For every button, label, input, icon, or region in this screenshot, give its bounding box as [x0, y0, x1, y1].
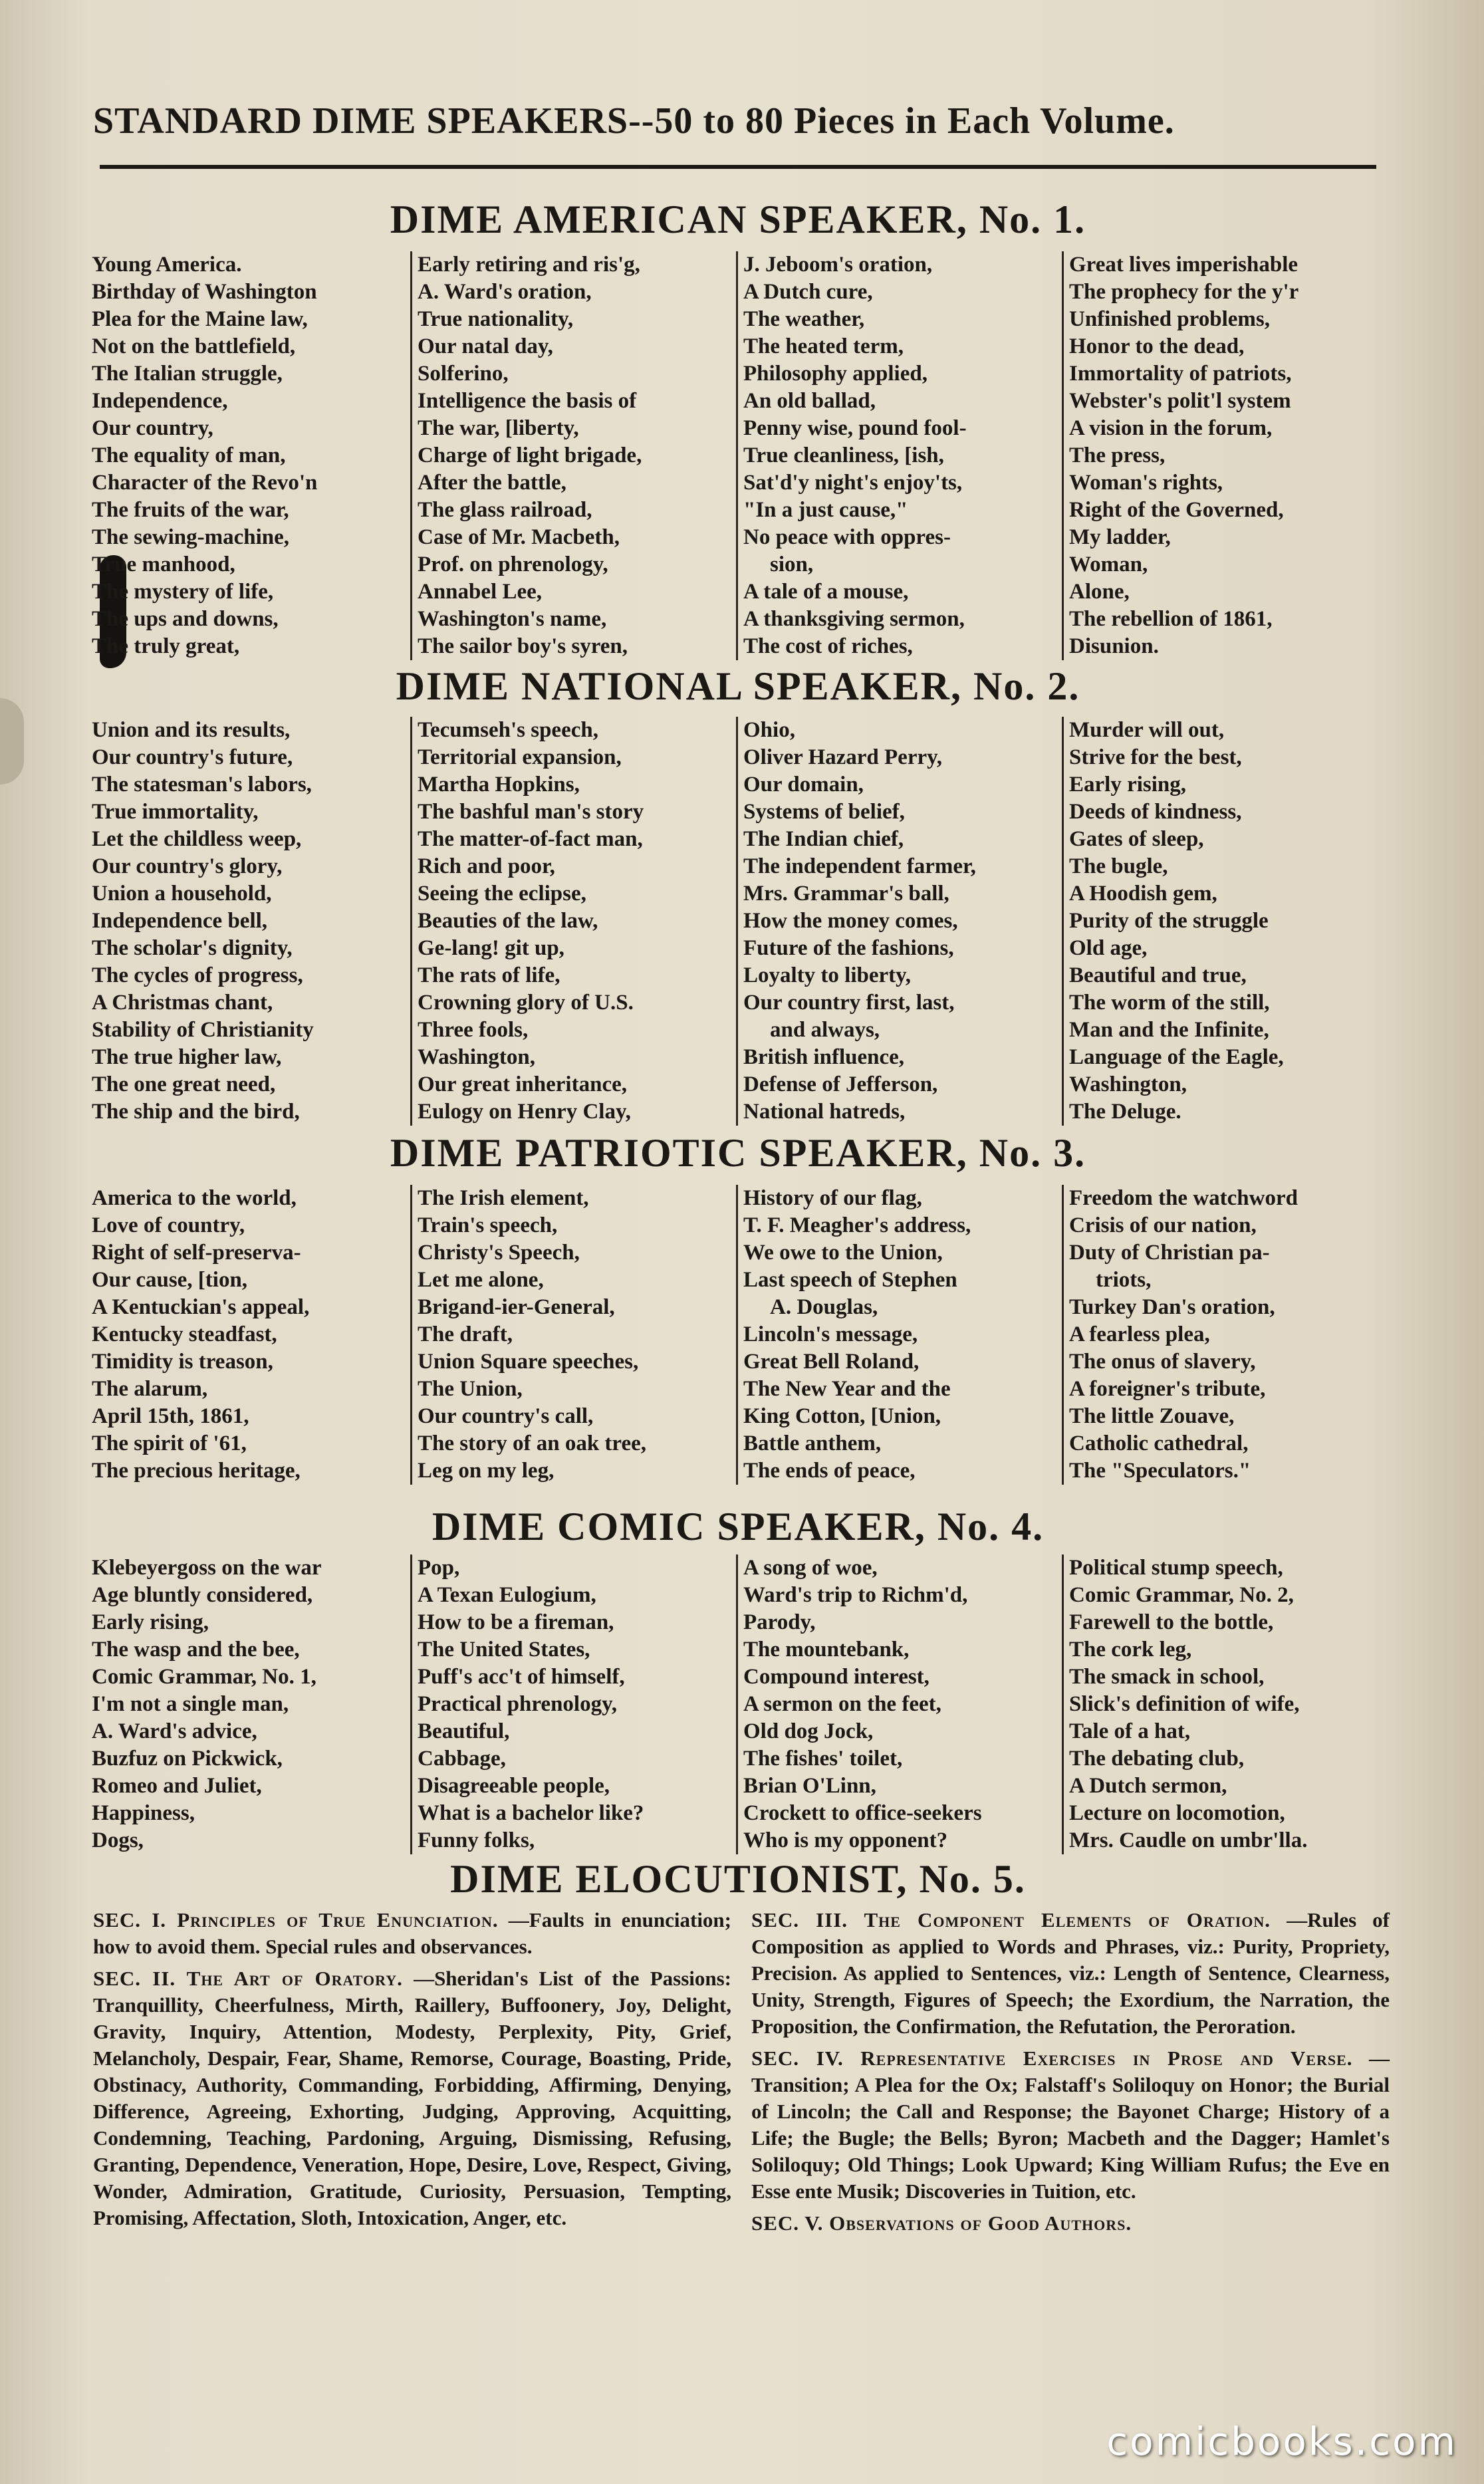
speech-title: Beautiful, [418, 1719, 510, 1743]
speech-title: The rebellion of 1861, [1069, 607, 1273, 631]
speech-title: Solferino, [418, 362, 509, 386]
speech-title: Honor to the dead, [1069, 334, 1245, 358]
speech-title: Age bluntly considered, [92, 1583, 313, 1607]
speech-title: Farewell to the bottle, [1069, 1610, 1274, 1634]
column [412, 251, 738, 660]
speech-title: Martha Hopkins, [418, 773, 580, 797]
speech-title: Let me alone, [418, 1268, 544, 1292]
speech-title: The smack in school, [1069, 1665, 1265, 1689]
speech-title: "In a just cause," [743, 498, 908, 522]
speech-title: A Kentuckian's appeal, [92, 1295, 310, 1319]
speech-title: Purity of the struggle [1069, 909, 1269, 933]
top-rule [100, 165, 1376, 169]
column [738, 717, 1064, 1126]
section-columns-patriotic [86, 1185, 1390, 1485]
speech-title: The ends of peace, [743, 1459, 916, 1483]
speech-title: Intelligence the basis of [418, 389, 637, 413]
speech-title: Our natal day, [418, 334, 553, 358]
speech-title: The Italian struggle, [92, 362, 283, 386]
elocutionist-columns [93, 1907, 1390, 2439]
speech-title: The fishes' toilet, [743, 1747, 903, 1771]
speech-title: Stability of Christianity [92, 1018, 314, 1042]
speech-title: J. Jeboom's oration, [743, 253, 933, 277]
speech-title: Disunion. [1069, 634, 1159, 658]
speech-title: The prophecy for the y'r [1069, 280, 1299, 304]
speech-title: Future of the fashions, [743, 936, 954, 960]
speech-title: Our country first, last, [743, 991, 955, 1015]
speech-title: The mystery of life, [92, 580, 274, 604]
speech-title: Beauties of the law, [418, 909, 598, 933]
column [1064, 1554, 1390, 1854]
speech-title: The independent farmer, [743, 854, 976, 878]
speech-title: Webster's polit'l system [1069, 389, 1291, 413]
speech-title: The glass railroad, [418, 498, 592, 522]
speech-title: Three fools, [418, 1018, 529, 1042]
speech-title: Charge of light brigade, [418, 443, 642, 467]
speech-title: A vision in the forum, [1069, 416, 1273, 440]
speech-title: Washington's name, [418, 607, 607, 631]
speech-title: The war, [liberty, [418, 416, 579, 440]
section-columns-comic [86, 1554, 1390, 1854]
speech-title: Penny wise, pound fool- [743, 416, 967, 440]
speech-title: Great lives imperishable [1069, 253, 1298, 277]
speech-title: How the money comes, [743, 909, 958, 933]
speech-title: Klebeyergoss on the war [92, 1556, 322, 1580]
speech-title: King Cotton, [Union, [743, 1404, 941, 1428]
speech-title: The rats of life, [418, 963, 560, 987]
speech-title: Right of self-preserva- [92, 1241, 301, 1265]
speech-title: National hatreds, [743, 1100, 906, 1124]
sec-label: SEC. IV. Representative Exercises in Prose and Verse. [751, 2047, 1353, 2070]
speech-title: Early rising, [92, 1610, 209, 1634]
speech-title: The fruits of the war, [92, 498, 289, 522]
speech-title: The onus of slavery, [1069, 1350, 1256, 1374]
speech-title: Duty of Christian pa- [1069, 1241, 1270, 1265]
speech-title: A Texan Eulogium, [418, 1583, 596, 1607]
watermark: comicbooks.com [1106, 2419, 1457, 2464]
elocutionist-left-column [93, 1907, 731, 2439]
speech-title: Who is my opponent? [743, 1828, 948, 1852]
speech-title: and always, [770, 1018, 880, 1042]
speech-title: Freedom the watchword [1069, 1186, 1298, 1210]
speech-title: Old age, [1069, 936, 1148, 960]
speech-title: Compound interest, [743, 1665, 929, 1689]
speech-title: I'm not a single man, [92, 1692, 289, 1716]
speech-title: A song of woe, [743, 1556, 878, 1580]
speech-title: April 15th, 1861, [92, 1404, 249, 1428]
speech-title: Our country's glory, [92, 854, 283, 878]
speech-title: The spirit of '61, [92, 1431, 247, 1455]
speech-title: Defense of Jefferson, [743, 1072, 938, 1096]
speech-title: Case of Mr. Macbeth, [418, 525, 620, 549]
speech-title: Train's speech, [418, 1213, 558, 1237]
sec-paragraph [751, 2210, 1390, 2237]
speech-title: Brigand-ier-General, [418, 1295, 615, 1319]
speech-title: Last speech of Stephen [743, 1268, 957, 1292]
speech-title: Our country's future, [92, 745, 293, 769]
speech-title: Happiness, [92, 1801, 195, 1825]
speech-title: sion, [770, 553, 814, 576]
speech-title: Ward's trip to Richm'd, [743, 1583, 968, 1607]
speech-title: Let the childless weep, [92, 827, 302, 851]
speech-title: Loyalty to liberty, [743, 963, 912, 987]
sec-label: SEC. I. Principles of True Enunciation. [93, 1908, 499, 1931]
speech-title: The debating club, [1069, 1747, 1245, 1771]
speech-title: Leg on my leg, [418, 1459, 555, 1483]
speech-title: A Christmas chant, [92, 991, 273, 1015]
speech-title: The cost of riches, [743, 634, 913, 658]
section-title-comic: DIME COMIC SPEAKER, No. 4. [432, 1505, 1045, 1549]
speech-title: Our cause, [tion, [92, 1268, 248, 1292]
sec-text: —Faults in enunciation; how to avoid them. Special rules and observances. [93, 1908, 732, 1958]
speech-title: Lincoln's message, [743, 1322, 918, 1346]
speech-title: The precious heritage, [92, 1459, 301, 1483]
speech-title: A. Douglas, [770, 1295, 878, 1319]
speech-title: Union Square speeches, [418, 1350, 639, 1374]
speech-title: Tale of a hat, [1069, 1719, 1191, 1743]
speech-title: Beautiful and true, [1069, 963, 1247, 987]
speech-title: A thanksgiving sermon, [743, 607, 965, 631]
speech-title: The bashful man's story [418, 800, 644, 824]
sec-text: —Sheridan's List of the Passions: Tranquillity, Cheerfulness, Mirth, Raillery, Buffoonery, Joy, Delight, Gravity, Inquiry, Attention, Modesty, Perplexity, Pity, Grief, Melancholy, Despair, Fear, Shame, Remorse, Courage, Boasting, Pride, Obstinacy, Authority, Commanding, Forbidding, Affirming, Denying, Difference, Agreeing, Exhorting, Judging, Approving, Acquitting, Condemning, Teaching, Pardoning, Arguing, Dismissing, Refusing, Granting, Dependence, Veneration, Hope, Desire, Love, Respect, Giving, Wonder, Admiration, Gratitude, Curiosity, Persuasion, Tempting, Promising, Affectation, Sloth, Intoxication, Anger, etc. [93, 1967, 731, 2229]
speech-title: Comic Grammar, No. 2, [1069, 1583, 1294, 1607]
speech-title: Turkey Dan's oration, [1069, 1295, 1275, 1319]
section-title-american: DIME AMERICAN SPEAKER, No. 1. [390, 197, 1086, 241]
speech-title: Systems of belief, [743, 800, 905, 824]
column [412, 1554, 738, 1854]
speech-title: Prof. on phrenology, [418, 553, 608, 576]
speech-title: The bugle, [1069, 854, 1168, 878]
speech-title: Character of the Revo'n [92, 471, 318, 495]
speech-title: Timidity is treason, [92, 1350, 273, 1374]
speech-title: The little Zouave, [1069, 1404, 1235, 1428]
speech-title: Kentucky steadfast, [92, 1322, 277, 1346]
section-columns-american [86, 251, 1390, 660]
speech-title: The Indian chief, [743, 827, 904, 851]
speech-title: The scholar's dignity, [92, 936, 293, 960]
speech-title: Seeing the eclipse, [418, 882, 586, 906]
speech-title: Independence bell, [92, 909, 268, 933]
column [738, 1185, 1064, 1485]
speech-title: Lecture on locomotion, [1069, 1801, 1285, 1825]
speech-title: Cabbage, [418, 1747, 506, 1771]
speech-title: The statesman's labors, [92, 773, 312, 797]
speech-title: A fearless plea, [1069, 1322, 1210, 1346]
speech-title: After the battle, [418, 471, 566, 495]
column [412, 1185, 738, 1485]
speech-title: The press, [1069, 443, 1166, 467]
speech-title: Right of the Governed, [1069, 498, 1284, 522]
speech-title: The Deluge. [1069, 1100, 1181, 1124]
sec-paragraph [751, 2045, 1390, 2205]
speech-title: A Hoodish gem, [1069, 882, 1217, 906]
speech-title: Washington, [1069, 1072, 1187, 1096]
sec-label: SEC. II. The Art of Oratory. [93, 1967, 403, 1990]
speech-title: Sat'd'y night's enjoy'ts, [743, 471, 963, 495]
speech-title: Comic Grammar, No. 1, [92, 1665, 316, 1689]
sec-paragraph [93, 1965, 731, 2231]
speech-title: Our domain, [743, 773, 864, 797]
speech-title: T. F. Meagher's address, [743, 1213, 971, 1237]
speech-title: A. Ward's oration, [418, 280, 592, 304]
speech-title: Woman, [1069, 553, 1148, 576]
speech-title: The New Year and the [743, 1377, 951, 1401]
speech-title: The mountebank, [743, 1638, 910, 1662]
speech-title: The matter-of-fact man, [418, 827, 643, 851]
speech-title: Mrs. Grammar's ball, [743, 882, 949, 906]
sec-label: SEC. V. Observations of Good Authors. [751, 2211, 1132, 2235]
section-title-elocutionist: DIME ELOCUTIONIST, No. 5. [450, 1857, 1026, 1901]
speech-title: Funny folks, [418, 1828, 535, 1852]
speech-title: Language of the Eagle, [1069, 1045, 1284, 1069]
speech-title: Mrs. Caudle on umbr'lla. [1069, 1828, 1308, 1852]
speech-title: Washington, [418, 1045, 535, 1069]
speech-title: Union a household, [92, 882, 272, 906]
speech-title: Not on the battlefield, [92, 334, 296, 358]
speech-title: Early retiring and ris'g, [418, 253, 640, 277]
column [1064, 1185, 1390, 1485]
section-title-patriotic: DIME PATRIOTIC SPEAKER, No. 3. [390, 1131, 1086, 1175]
speech-title: We owe to the Union, [743, 1241, 943, 1265]
speech-title: Union and its results, [92, 718, 291, 742]
speech-title: Romeo and Juliet, [92, 1774, 262, 1798]
elocutionist-right-column [751, 1907, 1390, 2439]
running-head: STANDARD DIME SPEAKERS--50 to 80 Pieces in Each Volume. [93, 100, 1175, 142]
speech-title: Young America. [92, 253, 242, 277]
section-columns-national [86, 717, 1390, 1126]
speech-title: The one great need, [92, 1072, 276, 1096]
speech-title: The Irish element, [418, 1186, 589, 1210]
speech-title: Oliver Hazard Perry, [743, 745, 943, 769]
speech-title: The true higher law, [92, 1045, 282, 1069]
sec-paragraph [751, 1907, 1390, 2040]
section-title-national: DIME NATIONAL SPEAKER, No. 2. [396, 664, 1080, 708]
speech-title: Early rising, [1069, 773, 1187, 797]
speech-title: Woman's rights, [1069, 471, 1223, 495]
speech-title: Birthday of Washington [92, 280, 317, 304]
speech-title: Parody, [743, 1610, 816, 1634]
speech-title: Man and the Infinite, [1069, 1018, 1269, 1042]
speech-title: Political stump speech, [1069, 1556, 1283, 1580]
speech-title: The truly great, [92, 634, 240, 658]
speech-title: The ups and downs, [92, 607, 279, 631]
speech-title: What is a bachelor like? [418, 1801, 644, 1825]
speech-title: Slick's definition of wife, [1069, 1692, 1300, 1716]
speech-title: Annabel Lee, [418, 580, 543, 604]
speech-title: Our country, [92, 416, 213, 440]
speech-title: Territorial expansion, [418, 745, 622, 769]
speech-title: Catholic cathedral, [1069, 1431, 1249, 1455]
speech-title: The cycles of progress, [92, 963, 303, 987]
speech-title: A Dutch sermon, [1069, 1774, 1227, 1798]
speech-title: No peace with oppres- [743, 525, 951, 549]
column [86, 251, 412, 660]
speech-title: The alarum, [92, 1377, 208, 1401]
speech-title: A. Ward's advice, [92, 1719, 257, 1743]
speech-title: Murder will out, [1069, 718, 1225, 742]
speech-title: Old dog Jock, [743, 1719, 874, 1743]
speech-title: triots, [1096, 1268, 1152, 1292]
column [1064, 717, 1390, 1126]
speech-title: A foreigner's tribute, [1069, 1377, 1266, 1401]
speech-title: The "Speculators." [1069, 1459, 1251, 1483]
speech-title: Practical phrenology, [418, 1692, 618, 1716]
speech-title: Love of country, [92, 1213, 245, 1237]
column [738, 1554, 1064, 1854]
speech-title: America to the world, [92, 1186, 297, 1210]
speech-title: Crisis of our nation, [1069, 1213, 1257, 1237]
speech-title: The cork leg, [1069, 1638, 1192, 1662]
speech-title: Brian O'Linn, [743, 1774, 876, 1798]
speech-title: Gates of sleep, [1069, 827, 1204, 851]
speech-title: A tale of a mouse, [743, 580, 909, 604]
speech-title: Our great inheritance, [418, 1072, 627, 1096]
speech-title: The wasp and the bee, [92, 1638, 300, 1662]
speech-title: Buzfuz on Pickwick, [92, 1747, 283, 1771]
speech-title: The weather, [743, 307, 865, 331]
column [86, 1554, 412, 1854]
speech-title: Immortality of patriots, [1069, 362, 1292, 386]
sec-paragraph [93, 1907, 731, 1960]
speech-title: Alone, [1069, 580, 1130, 604]
speech-title: A Dutch cure, [743, 280, 873, 304]
speech-title: Puff's acc't of himself, [418, 1665, 625, 1689]
speech-title: True immortality, [92, 800, 259, 824]
speech-title: Disagreeable people, [418, 1774, 610, 1798]
column [1064, 251, 1390, 660]
speech-title: The story of an oak tree, [418, 1431, 647, 1455]
speech-title: Pop, [418, 1556, 460, 1580]
speech-title: An old ballad, [743, 389, 876, 413]
speech-title: The United States, [418, 1638, 590, 1662]
speech-title: Our country's call, [418, 1404, 594, 1428]
speech-title: The Union, [418, 1377, 523, 1401]
speech-title: The sewing-machine, [92, 525, 289, 549]
speech-title: British influence, [743, 1045, 905, 1069]
speech-title: Ge-lang! git up, [418, 936, 564, 960]
speech-title: The ship and the bird, [92, 1100, 300, 1124]
speech-title: Plea for the Maine law, [92, 307, 308, 331]
speech-title: Deeds of kindness, [1069, 800, 1242, 824]
sec-text: —Rules of Composition as applied to Words and Phrases, viz.: Purity, Propriety, Precision. As applied to Sentences, viz.: Length of Sentence, Clearness, Unity, Strength, Figures of Speech; the Exordium, the Narration, the Proposition, the Confirmation, the Refutation, the Peroration. [751, 1908, 1390, 2038]
speech-title: Crockett to office-seekers [743, 1801, 982, 1825]
speech-title: Unfinished problems, [1069, 307, 1270, 331]
speech-title: Eulogy on Henry Clay, [418, 1100, 631, 1124]
speech-title: History of our flag, [743, 1186, 922, 1210]
speech-title: Crowning glory of U.S. [418, 991, 634, 1015]
column [86, 717, 412, 1126]
speech-title: Dogs, [92, 1828, 144, 1852]
speech-title: True cleanliness, [ish, [743, 443, 944, 467]
speech-title: The draft, [418, 1322, 513, 1346]
speech-title: How to be a fireman, [418, 1610, 614, 1634]
speech-title: Christy's Speech, [418, 1241, 580, 1265]
page-tear [0, 698, 24, 785]
speech-title: Philosophy applied, [743, 362, 928, 386]
speech-title: Rich and poor, [418, 854, 555, 878]
column [738, 251, 1064, 660]
speech-title: Ohio, [743, 718, 795, 742]
speech-title: Great Bell Roland, [743, 1350, 920, 1374]
speech-title: The sailor boy's syren, [418, 634, 628, 658]
speech-title: Strive for the best, [1069, 745, 1242, 769]
speech-title: True manhood, [92, 553, 235, 576]
speech-title: The heated term, [743, 334, 904, 358]
column [412, 717, 738, 1126]
speech-title: The worm of the still, [1069, 991, 1270, 1015]
sec-text: —Transition; A Plea for the Ox; Falstaff's Soliloquy on Honor; the Burial of Lincoln; the Call and Response; the Bayonet Charge; History of a Life; the Bugle; the Bells; Byron; Macbeth and the Dagger; Hamlet's Soliloquy; Old Things; Look Upward; King William Rufus; the Eve en Esse ente Musik; Discoveries in Tuition, etc. [751, 2047, 1390, 2203]
speech-title: True nationality, [418, 307, 574, 331]
speech-title: Tecumseh's speech, [418, 718, 598, 742]
speech-title: Battle anthem, [743, 1431, 882, 1455]
speech-title: Independence, [92, 389, 228, 413]
speech-title: The equality of man, [92, 443, 286, 467]
column [86, 1185, 412, 1485]
sec-label: SEC. III. The Component Elements of Oration. [751, 1908, 1271, 1931]
speech-title: A sermon on the feet, [743, 1692, 941, 1716]
speech-title: My ladder, [1069, 525, 1171, 549]
